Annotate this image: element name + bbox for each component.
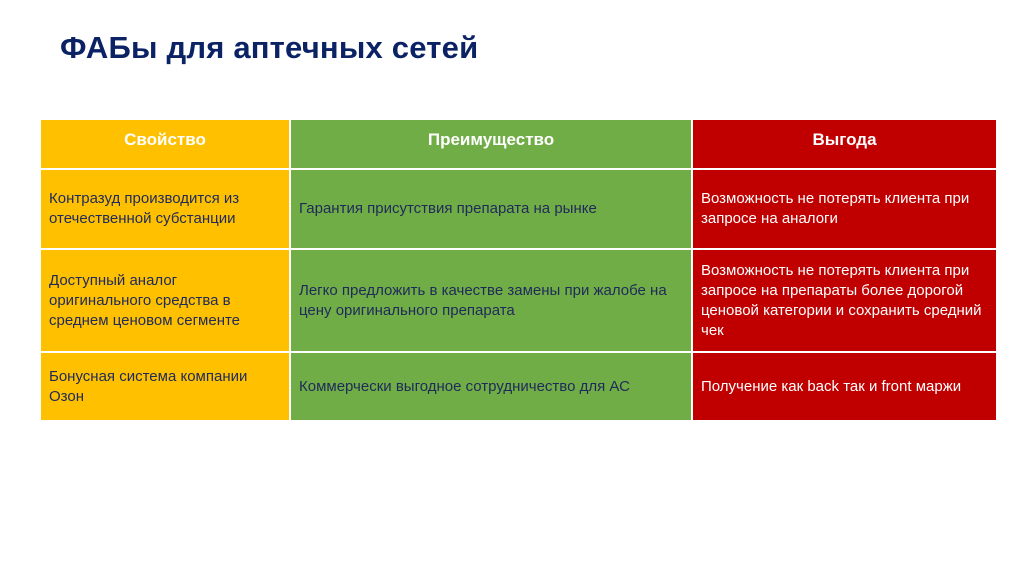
feature-cell: Контразуд производится из отечественной субстанции — [40, 169, 290, 249]
benefit-cell: Возможность не потерять клиента при запросе на аналоги — [692, 169, 997, 249]
header-advantage: Преимущество — [290, 119, 692, 169]
advantage-cell: Гарантия присутствия препарата на рынке — [290, 169, 692, 249]
benefit-cell: Возможность не потерять клиента при запросе на препараты более дорогой ценовой категории и сохранить средний чек — [692, 249, 997, 352]
table-header-row — [40, 119, 997, 169]
table-row — [40, 249, 997, 352]
header-benefit: Выгода — [692, 119, 997, 169]
header-feature: Свойство — [40, 119, 290, 169]
benefit-cell: Получение как back так и front маржи — [692, 352, 997, 421]
feature-cell: Бонусная система компании Озон — [40, 352, 290, 421]
page-title: ФАБы для аптечных сетей — [60, 30, 479, 65]
fab-table — [39, 118, 998, 422]
table-row — [40, 352, 997, 421]
table-row — [40, 169, 997, 249]
feature-cell: Доступный аналог оригинального средства в среднем ценовом сегменте — [40, 249, 290, 352]
advantage-cell: Коммерчески выгодное сотрудничество для АС — [290, 352, 692, 421]
advantage-cell: Легко предложить в качестве замены при жалобе на цену оригинального препарата — [290, 249, 692, 352]
